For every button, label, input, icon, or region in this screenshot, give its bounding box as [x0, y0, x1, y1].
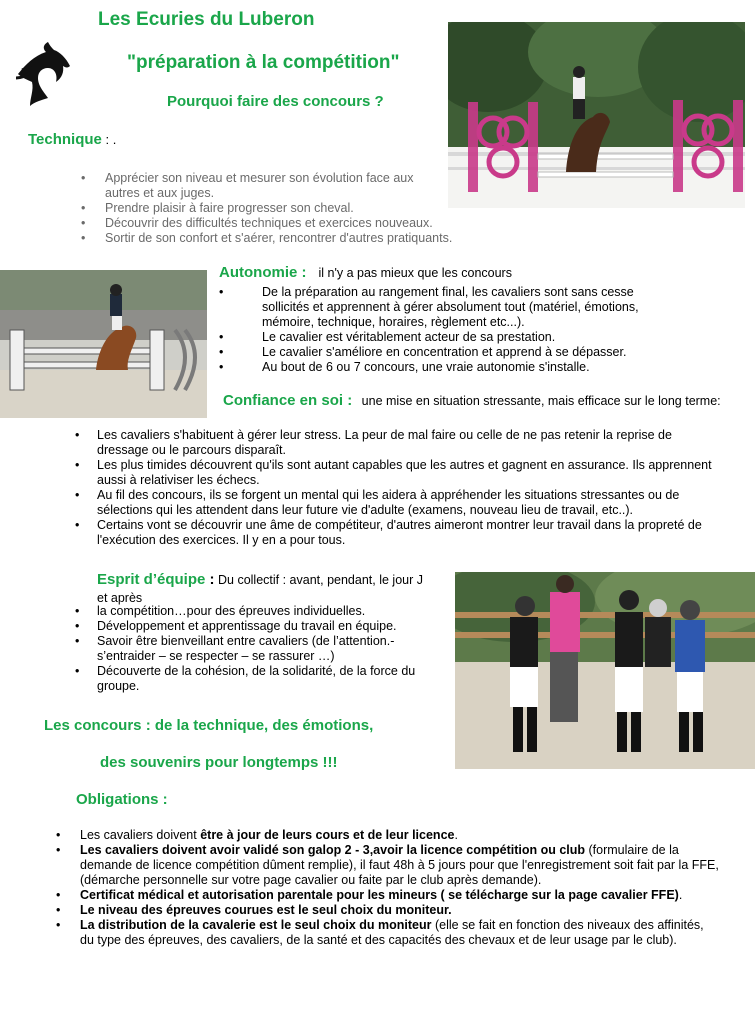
list-item: • Sortir de son confort et s'aérer, rencontrer d'autres pratiquants.: [81, 231, 441, 246]
section-question: Pourquoi faire des concours ?: [167, 93, 384, 110]
autonomie-heading: Autonomie :: [219, 264, 307, 281]
list-item: • Au fil des concours, ils se forgent un mental qui les aidera à appréhender les situations stressantes ou de sélections qui les attendent dans leur future vie d'adulte (examens, nouveau lieu de travail, etc..).: [75, 488, 725, 518]
list-item: • Le cavalier est véritablement acteur de sa prestation.: [219, 330, 659, 345]
esprit-intro: Du collectif : avant, pendant, le jour J et après: [97, 573, 423, 605]
horse-logo: [8, 38, 74, 108]
technique-heading-suffix: : .: [101, 132, 117, 147]
obligations-heading: Obligations :: [76, 791, 168, 808]
obligation-text: .: [454, 828, 458, 842]
autonomie-item-1: • De la préparation au rangement final, les cavaliers sont sans cesse sollicités et apprennent à gérer absolument tout (matériel, émotions, mémoire, technique, horaires, règlement etc...).: [262, 285, 639, 329]
list-item: [56, 888, 720, 903]
list-item: • Les plus timides découvrent qu'ils sont autant capables que les autres et gagnent en assurance. Ils apprennent aussi à relativiser les échecs.: [75, 458, 725, 488]
list-item: [56, 828, 720, 843]
list-item: [56, 843, 720, 888]
list-item: • Certains vont se découvrir une âme de compétiteur, d'autres aimeront montrer leur travail dans la propreté de l'exécution des exercices. Il y en a pour tous.: [75, 518, 725, 548]
list-item: • Prendre plaisir à faire progresser son cheval.: [81, 201, 441, 216]
list-item: • Découverte de la cohésion, de la solidarité, de la force du groupe.: [75, 664, 420, 694]
list-item: • Découvrir des difficultés techniques et exercices nouveaux.: [81, 216, 441, 231]
list-item: [219, 285, 659, 330]
obligation-text: Les cavaliers doivent: [80, 828, 201, 842]
confiance-heading: Confiance en soi :: [223, 392, 353, 409]
obligation-emphasis: être à jour de leurs cours et de leur licence: [200, 828, 455, 842]
page-title: Les Ecuries du Luberon: [98, 9, 315, 30]
list-item: • la compétition…pour des épreuves individuelles.: [75, 604, 420, 619]
list-item: [56, 918, 720, 948]
esprit-list: [75, 604, 420, 694]
obligation-text: (elle se fait en fonction des niveaux des affinités, du type des épreuves, des cavaliers, de la santé et des capacités des chevaux et de leur usage par le club).: [80, 918, 704, 947]
list-item: • Développement et apprentissage du travail en équipe.: [75, 619, 420, 634]
obligation-emphasis: La distribution de la cavalerie est le seul choix du moniteur: [80, 918, 432, 932]
list-item: • Les cavaliers s'habituent à gérer leur stress. La peur de mal faire ou celle de ne pas retenir la reprise de dressage ou le parcours disparaît.: [75, 428, 725, 458]
slogan-line-2: des souvenirs pour longtemps !!!: [100, 754, 338, 771]
esprit-heading-colon: :: [205, 571, 215, 588]
autonomie-list: [219, 285, 659, 375]
photo-young-riders: [455, 572, 755, 769]
obligations-list: [56, 828, 720, 948]
esprit-heading-line: [97, 571, 427, 607]
autonomie-intro: il n'y a pas mieux que les concours: [318, 266, 512, 280]
obligation-text: (formulaire de la demande de licence compétition dûment remplie), il faut 48h à 5 jours pour que l'enregistrement soit fait par la FFE, (démarche personnelle sur votre page cavalier ou faite par le club après demande).: [80, 843, 719, 887]
confiance-heading-line: [219, 393, 724, 409]
page-subtitle: "préparation à la compétition": [127, 52, 400, 73]
technique-list: [81, 171, 453, 246]
list-item: • Apprécier son niveau et mesurer son évolution face aux autres et aux juges.: [81, 171, 441, 201]
obligation-emphasis: Les cavaliers doivent avoir validé son galop 2 - 3,avoir la licence compétition ou club: [80, 843, 586, 857]
list-item: • Au bout de 6 ou 7 concours, une vraie autonomie s'installe.: [219, 360, 659, 375]
confiance-intro: une mise en situation stressante, mais efficace sur le long terme:: [361, 394, 721, 408]
slogan-line-1: Les concours : de la technique, des émotions,: [44, 717, 374, 734]
technique-heading: Technique: [28, 131, 102, 148]
photo-jumping-rider: [0, 270, 207, 418]
autonomie-heading-line: [219, 264, 512, 282]
obligation-emphasis: Certificat médical et autorisation parentale pour les mineurs ( se télécharge sur la page cavalier FFE): [80, 888, 679, 902]
list-item: • Le cavalier s'améliore en concentration et apprend à se dépasser.: [219, 345, 659, 360]
obligation-text: .: [678, 888, 683, 902]
list-item: [56, 903, 720, 918]
obligation-emphasis: Le niveau des épreuves courues est le seul choix du moniteur.: [80, 903, 452, 917]
confiance-list: [75, 428, 725, 548]
photo-show-jumping: [448, 22, 745, 208]
list-item: • Savoir être bienveillant entre cavaliers (de l’attention.- s’entraider – se respecter – se rassurer …): [75, 634, 420, 664]
esprit-heading: Esprit d’équipe: [97, 571, 206, 588]
technique-heading-line: [28, 131, 116, 148]
